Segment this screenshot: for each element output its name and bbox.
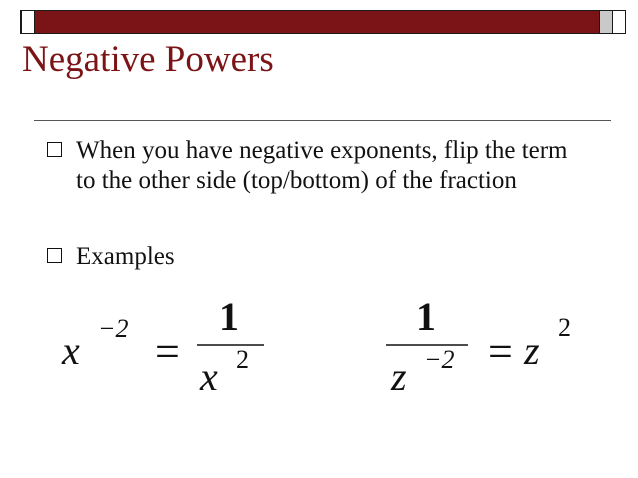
bullet-text-1: When you have negative exponents, flip the term to the other side (top/bottom) of the fraction [76,137,568,194]
formula-2-result-base: z [524,328,540,373]
formula-1-equals: = [155,327,180,376]
formula-1-den-exponent: 2 [236,345,249,374]
formula-1-base: x [62,328,80,373]
formula-2-numerator: 1 [416,294,436,339]
formula-1-numerator: 1 [219,294,239,339]
formula-negative-power-x [61,294,264,399]
formula-1-den-base: x [200,354,218,399]
bullet-text-2: Examples [76,243,175,270]
formula-2-equals: = [488,327,513,376]
formula-2-den-exponent: −2 [424,345,455,374]
slide-title: Negative Powers [22,39,274,80]
formula-negative-power-z [386,294,571,399]
formula-2-result-exponent: 2 [558,313,571,342]
formula-2-den-base: z [391,354,407,399]
formula-1-exponent: −2 [98,314,129,343]
